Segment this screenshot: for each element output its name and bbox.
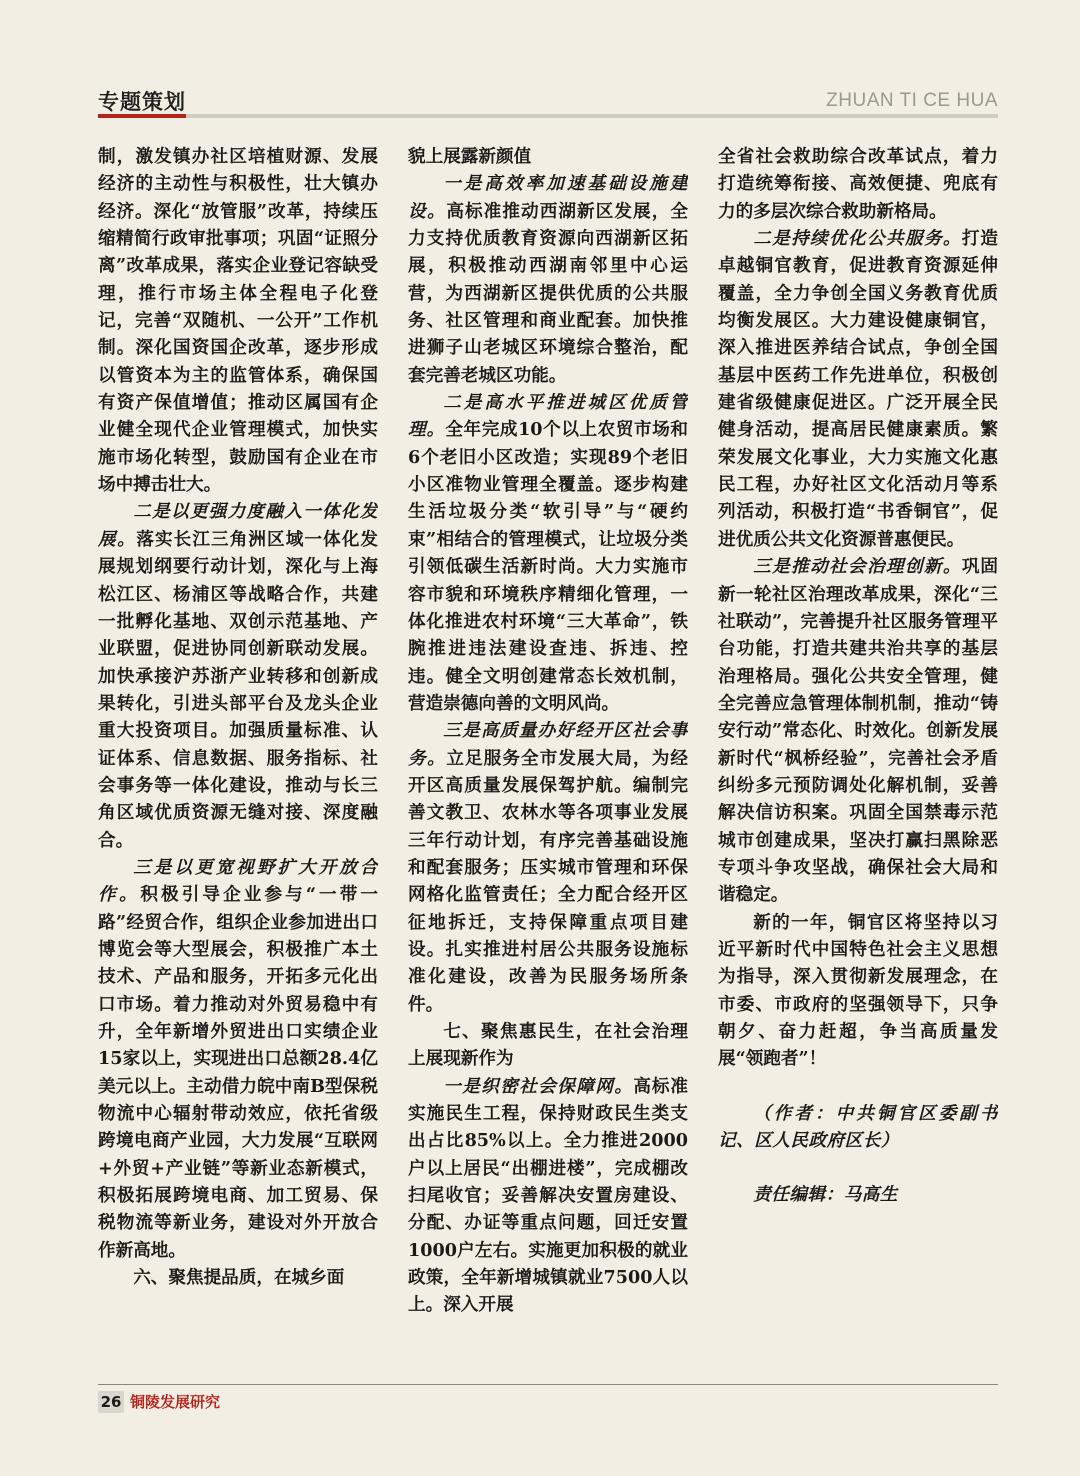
column-1 [98,143,378,1373]
paragraph-lead: 二是以更强力度融入一体化发展。 [98,501,378,550]
paragraph [718,225,998,553]
header-rule-accent [98,114,186,118]
paragraph-lead: 三是推动社会治理创新。 [753,556,962,578]
header-rule [98,114,998,118]
paragraph-lead: 一是织密社会保障网。 [443,1075,634,1097]
paragraph-body: 积极引导企业参与“一带一路”经贸合作，组织企业参加进出口博览会等大型展会，积极推广本土技术、产品和服务，开拓多元化出口市场。着力推动对外贸易稳中有升，全年新增外贸进出口实绩企业15家以上，实现进出口总额28.4亿美元以上。主动借力皖中南B型保税物流中心辐射带动效应，依托省级跨境电商产业园，大力发展“互联网+外贸+产业链”等新业态新模式，积极拓展跨境电商、加工贸易、保税物流等新业务，建设对外开放合作新高地。 [98,884,378,1261]
paragraph-body: 落实长江三角洲区域一体化发展规划纲要行动计划，深化与上海松江区、杨浦区等战略合作，共建一批孵化基地、双创示范基地、产业联盟，促进协同创新联动发展。加快承接沪苏浙产业转移和创新成果转化，引进头部平台及龙头企业重大投资项目。加强质量标准、认证体系、信息数据、服务指标、社会事务等一体化建设，推动与长三角区域优质资源无缝对接、深度融合。 [98,528,378,851]
journal-name: 铜陵发展研究 [130,1393,221,1411]
paragraph-body: 高标准实施民生工程，保持财政民生类支出占比85%以上。全力推进2000户以上居民“出棚进楼”，完成棚改扫尾收官；妥善解决安置房建设、分配、办证等重点问题，回迁安置1000户左右。实施更加积极的就业政策，全年新增城镇就业7500人以上。深入开展 [408,1075,688,1316]
paragraph [408,389,688,717]
paragraph-body: 全年完成10个以上农贸市场和6个老旧小区改造；实现89个老旧小区准物业管理全覆盖。逐步构建生活垃圾分类“软引导”与“硬约束”相结合的管理模式，让垃圾分类引领低碳生活新时尚。大力实施市容市貌和环境秩序精细化管理，一体化推进农村环境“三大革命”，铁腕推进违法建设查违、拆违、控违。健全文明创建常态长效机制，营造崇德向善的文明风尚。 [408,419,688,714]
paragraph-lead: 二是高水平推进城区优质管理。 [408,392,688,441]
paragraph: 制，激发镇办社区培植财源、发展经济的主动性与积极性，壮大镇办经济。深化“放管服”改革，持续压缩精简行政审批事项；巩固“证照分离”改革成果，落实企业登记容缺受理，推行市场主体全程电子化登记，完善“双随机、一公开”工作机制。深化国资国企改革，逐步形成以管资本为主的监管体系，确保国有资产保值增值；推动区属国有企业健全现代企业管理模式，加快实施市场化转型，鼓励国有企业在市场中搏击壮大。 [98,146,378,496]
spacer [718,1073,998,1100]
spacer [718,1154,998,1181]
column-3 [718,143,998,1373]
paragraph-lead: 二是持续优化公共服务。 [753,228,962,250]
paragraph-lead: 三是高质量办好经开区社会事务。 [408,720,688,769]
section-heading: 七、聚焦惠民生，在社会治理上展现新作为 [408,1021,688,1070]
paragraph-lead: 一是高效率加速基础设施建设。 [408,173,688,222]
section-title: 专题策划 [98,90,186,114]
paragraph [408,170,688,389]
column-2 [408,143,688,1373]
closing-paragraph: 新的一年，铜官区将坚持以习近平新时代中国特色社会主义思想为指导，深入贯彻新发展理念，在市委、市政府的坚强领导下，只争朝夕、奋力赶超，争当高质量发展“领跑者”！ [718,911,998,1070]
paragraph [98,854,378,1264]
paragraph-lead: 三是以更宽视野扩大开放合作。 [98,856,378,906]
section-heading-continued: 貌上展露新颜值 [408,146,532,167]
paragraph [98,498,378,853]
paragraph: 全省社会救助综合改革试点，着力打造统筹衔接、高效便捷、兜底有力的多层次综合救助新格局。 [718,146,998,222]
section-heading: 六、聚焦提品质，在城乡面 [133,1267,345,1289]
paragraph [408,717,688,1018]
section-pinyin: ZHUAN TI CE HUA [826,90,998,111]
author-note: （作者：中共铜官区委副书记、区人民政府区长） [718,1102,998,1152]
article-columns [98,143,998,1373]
paragraph [718,553,998,908]
page-number: 26 [98,1391,124,1413]
paragraph-body: 巩固新一轮社区治理改革成果，深化“三社联动”，完善提升社区服务管理平台功能，打造共建共治共享的基层治理格局。强化公共安全管理，健全完善应急管理体制机制，推动“铸安行动”常态化、时效化。创新发展新时代“枫桥经验”，完善社会矛盾纠纷多元预防调处化解机制，妥善解决信访积案。巩固全国禁毒示范城市创建成果，坚决打赢扫黑除恶专项斗争攻坚战，确保社会大局和谐稳定。 [718,556,998,906]
footer-rule [98,1384,998,1385]
paragraph [408,1073,688,1319]
paragraph-body: 高标准推动西湖新区发展，全力支持优质教育资源向西湖新区拓展，积极推动西湖南邻里中心运营，为西湖新区提供优质的公共服务、社区管理和商业配套。加快推进狮子山老城区环境综合整治，配套完善老城区功能。 [408,200,688,386]
editor-note: 责任编辑：马高生 [753,1184,898,1206]
paragraph-body: 立足服务全市发展大局，为经开区高质量发展保驾护航。编制完善文教卫、农林水等各项事业发展三年行动计划，有序完善基础设施和配套服务；压实城市管理和环保网格化监管责任；全力配合经开区征地拆迁，支持保障重点项目建设。扎实推进村居公共服务设施标准化建设，改善为民服务场所条件。 [408,747,688,1015]
paragraph-body: 打造卓越铜官教育，促进教育资源延伸覆盖，全力争创全国义务教育优质均衡发展区。大力建设健康铜官，深入推进医养结合试点，争创全国基层中医药工作先进单位，积极创建省级健康促进区。广泛开展全民健身活动，提高居民健康素质。繁荣发展文化事业，大力实施文化惠民工程，办好社区文化活动月等系列活动，积极打造“书香铜官”，促进优质公共文化资源普惠便民。 [718,228,998,550]
